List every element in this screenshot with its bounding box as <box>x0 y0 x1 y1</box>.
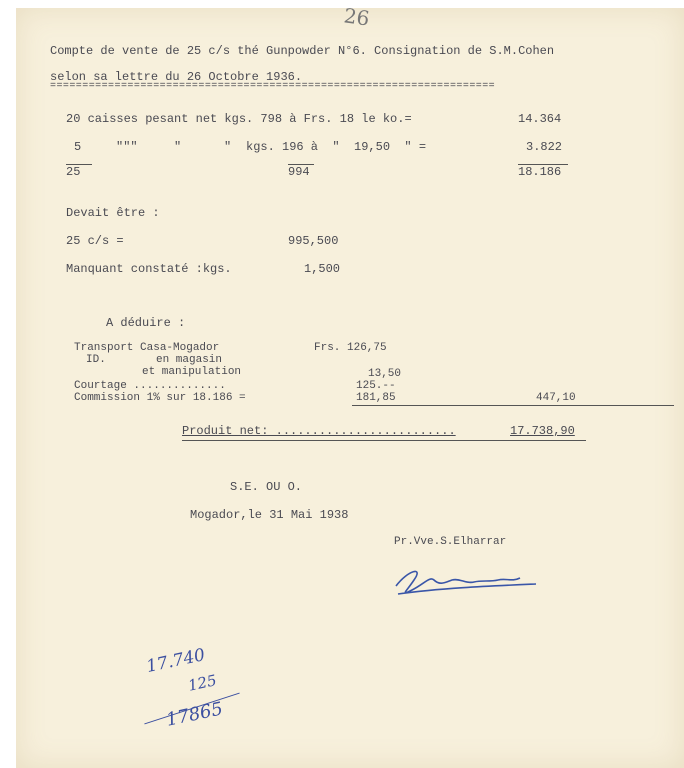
heading-rule: ===================================================================== <box>50 81 496 92</box>
id-label: ID. <box>86 354 106 366</box>
missing-value: 1,500 <box>304 262 341 276</box>
heading-line-2: selon sa lettre du 26 Octobre 1936. <box>50 70 303 84</box>
net-value: 17.738,90 <box>510 424 575 438</box>
place-date: Mogador,le 31 Mai 1938 <box>190 508 349 522</box>
check-label: Devait être : <box>66 206 160 220</box>
expected-label: 25 c/s = <box>66 234 124 248</box>
sales-row-2-qty: 5 <box>74 140 82 154</box>
handwritten-calc-result: 17865 <box>164 698 225 731</box>
heading-line-1: Compte de vente de 25 c/s thé Gunpowder N°6. Consignation de S.M.Cohen <box>50 44 555 58</box>
sales-row-2-ditto-2: " <box>174 140 182 154</box>
net-rule <box>182 440 586 441</box>
total-cases: 25 <box>66 164 92 179</box>
document-page <box>16 3 684 768</box>
closing-abbr: S.E. OU O. <box>230 480 303 494</box>
sales-row-2-amount: 3.822 <box>526 140 563 154</box>
sales-row-2-label: kgs. 196 à " 19,50 " = <box>246 140 427 154</box>
deductions-rule <box>352 405 674 406</box>
sales-row-2-ditto-1: """ <box>116 140 138 154</box>
total-deductions: 447,10 <box>536 392 576 404</box>
signatory: Pr.Vve.S.Elharrar <box>394 536 507 548</box>
commission-label: Commission 1% sur 18.186 = <box>74 392 246 404</box>
net-label: Produit net: ......................... <box>182 424 456 438</box>
page-number: 26 <box>342 3 371 31</box>
sales-row-1-label: 20 caisses pesant net kgs. 798 à Frs. 18 le ko.= <box>66 112 412 126</box>
handling-value: 13,50 <box>368 368 402 380</box>
handling-label: et manipulation <box>142 366 242 378</box>
deductions-title: A déduire : <box>106 316 186 330</box>
brokerage-label: Courtage .............. <box>74 380 226 392</box>
expected-value: 995,500 <box>288 234 339 248</box>
handwritten-calc-b: 125 <box>186 671 219 695</box>
sales-row-1-amount: 14.364 <box>518 112 562 126</box>
handwritten-calc-a: 17.740 <box>144 645 207 677</box>
commission-value: 181,85 <box>356 392 396 404</box>
total-amount: 18.186 <box>518 164 568 179</box>
sales-row-2-ditto-3: " <box>224 140 232 154</box>
total-kgs: 994 <box>288 164 314 179</box>
transport-label: Transport Casa-Mogador <box>74 342 220 354</box>
missing-label: Manquant constaté :kgs. <box>66 262 232 276</box>
brokerage-value: 125.-- <box>356 380 396 392</box>
store-label: en magasin <box>156 354 223 366</box>
transport-value: Frs. 126,75 <box>314 342 387 354</box>
signature <box>390 564 540 604</box>
